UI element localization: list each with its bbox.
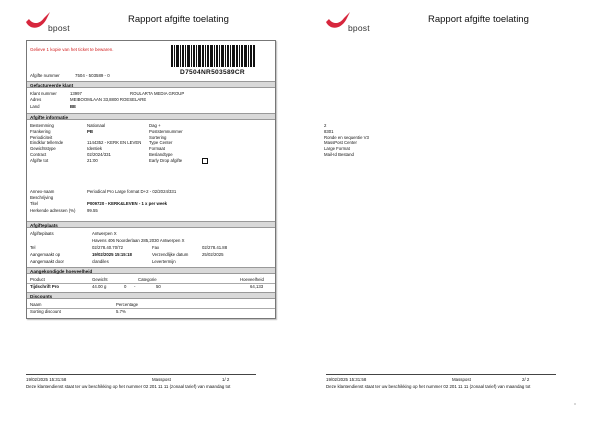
client-country-value: BE (70, 104, 76, 109)
place-tel-label: Tel (30, 245, 36, 250)
afgifte-number-label: Afgifte nummer (30, 73, 60, 78)
section-place: Afgifteplaats (27, 221, 275, 228)
col-quantity: Hoeveelheid (240, 277, 264, 282)
info-value: Nationaal (87, 123, 106, 128)
place-tel-value: 02/278.40.70/72 (92, 245, 124, 250)
client-name: ROULARTA MEDIA GROUP (130, 91, 185, 96)
discount-percentage: 5.7% (116, 309, 126, 314)
footer-rule (26, 374, 256, 375)
client-address-value: MEIBOOMLAAN 33,8800 ROESELARE (70, 97, 147, 102)
info-value: 21:00 (87, 157, 98, 163)
info-row (30, 201, 168, 207)
report-page-2 (300, 0, 600, 429)
info-row (149, 152, 354, 157)
client-number-value: 13997 (70, 91, 82, 96)
place-name (30, 231, 117, 236)
section-products: Aangekondigde hoeveelheid (27, 267, 275, 274)
page-title: Rapport afgifte toelating (428, 14, 529, 25)
info-label: Annex-naam (30, 189, 55, 194)
place-tel (30, 245, 228, 250)
footer-date: 19/02/2025 15:31:58 (26, 377, 67, 382)
client-country-label: Land (30, 104, 40, 109)
info-row (30, 140, 142, 146)
info-row (30, 146, 103, 152)
info-value: Identiek (87, 146, 103, 152)
discount-name: Sorting discount (30, 309, 61, 314)
footer-center: Masspost (152, 377, 171, 382)
info-label: Poststemnummer (149, 128, 183, 134)
products-row: Tijdschrift Pro 44.00 g 0 - 50 64,133 (30, 284, 264, 289)
footer-page-number: 2/ 2 (522, 377, 530, 382)
warning-text: Gelieve 1 kopie van het ticket te bewaren. (30, 47, 114, 52)
col-percentage: Percentage (116, 302, 138, 307)
brand-name: bpost (348, 23, 370, 33)
brand-name: bpost (48, 23, 70, 33)
info-value: PB (87, 128, 93, 134)
info-value: 8301 (324, 128, 334, 134)
client-number (30, 91, 185, 96)
section-discounts: Discounts (27, 292, 275, 299)
info-label: Titel (30, 201, 38, 207)
info-label: Contract (30, 152, 47, 157)
info-row (30, 207, 98, 213)
products-header (30, 277, 264, 282)
info-row (30, 135, 52, 140)
client-country (30, 104, 76, 109)
client-address (30, 97, 147, 102)
info-row (149, 134, 369, 140)
info-row (149, 146, 350, 152)
scroll-dot (574, 403, 576, 405)
page-title: Rapport afgifte toelating (128, 14, 229, 25)
info-label: Herkende adressen (%) (30, 207, 76, 213)
info-row (149, 128, 334, 134)
info-row (30, 157, 98, 163)
afgifte-number (30, 73, 110, 78)
info-row (149, 140, 357, 146)
place-name-value: Antwerpen X (92, 231, 117, 236)
info-label: Bestemming (30, 123, 54, 128)
place-fax-value: 02/278.41.88 (202, 245, 228, 250)
info-row (30, 195, 53, 200)
info-label: Gewichtstype (30, 146, 56, 152)
info-value: MassPost Center (324, 140, 357, 146)
footer-note: Deze klantendienst staat ter uw beschikking op het nummer 02 201 11 11 (zonaal tarief) van maandag tot (326, 384, 531, 389)
product-weight: 44.00 g (92, 284, 107, 289)
place-ship-label: Verzendlijke datum (152, 252, 189, 257)
place-fax-label: Fax (152, 245, 160, 250)
report-document (26, 40, 369, 319)
info-label: Periodiciteit (30, 134, 53, 140)
info-label: Afgifte tot (30, 157, 49, 163)
place-ship-value: 25/02/2025 (202, 252, 224, 257)
product-name: Tijdschrift Pro (30, 284, 60, 289)
info-label: Frankering (30, 128, 51, 134)
info-row (149, 158, 182, 163)
info-row (149, 123, 327, 128)
barcode-number: D7504NR503589CR (180, 69, 245, 76)
info-value: Large Format (324, 146, 350, 152)
place-creator-value: clandiles (92, 259, 109, 264)
place-created-value: 19/02/2025 15:15:18 (92, 252, 132, 257)
info-value: Ronde en sequentie V3 (324, 134, 369, 140)
bpost-logo (24, 8, 84, 34)
product-quantity: 64,133 (250, 284, 264, 289)
footer-note: Deze klantendienst staat ter uw beschikking op het nummer 02 201 11 11 (zonaal tarief) van maandag tot (26, 384, 231, 389)
info-label: Beslandtype (149, 152, 173, 157)
info-label: Type Center (149, 140, 173, 146)
product-category-to: 50 (156, 284, 161, 289)
info-label: Eindklur tellernde (30, 140, 64, 146)
info-label: Sortering (149, 134, 167, 140)
info-value: Mail-Id Bestand (324, 152, 354, 157)
client-number-label: Klant nummer (30, 91, 57, 96)
footer-rule (326, 374, 556, 375)
info-row (30, 152, 111, 157)
place-creator-label: Aangemaakt door (30, 259, 64, 264)
place-created-label: Aangemaakt op (30, 252, 61, 257)
section-info: Afgifte informatie (27, 113, 275, 120)
bpost-logo (324, 8, 384, 34)
section-client: Gefactureerde klant (27, 81, 275, 88)
col-category: Categorie (138, 277, 157, 282)
info-label: Dag + (149, 123, 161, 128)
place-delivery-label: Levertermijn (152, 259, 176, 264)
info-value: 02/2024/331 (87, 152, 111, 157)
info-label: Early Drop afgifte (149, 157, 183, 163)
col-weight: Gewicht (92, 277, 108, 282)
place-created (30, 252, 224, 257)
info-row (30, 189, 177, 194)
barcode-icon (171, 45, 255, 67)
place-name-label: Afgifteplaats (30, 231, 54, 236)
divider (27, 283, 275, 284)
client-address-label: Adres (30, 97, 42, 102)
info-value: 2 (324, 123, 327, 128)
info-value: 1144352 - KERK EN LEVEN (87, 140, 142, 146)
discounts-row (30, 309, 126, 314)
info-row (30, 123, 106, 128)
col-product: Product (30, 277, 45, 282)
place-address-value: Havens 406 Noorderlaan 285,2030 Antwerpen X (92, 238, 185, 243)
info-value: P009720 - KERK&LEVEN - 1 x per week (87, 201, 168, 207)
footer-date: 19/02/2025 15:31:58 (326, 377, 367, 382)
discounts-header (30, 302, 138, 307)
info-value: 99.55 (87, 207, 98, 213)
info-row (30, 128, 93, 134)
afgifte-number-value: 7504 - 503589 - 0 (75, 73, 110, 78)
info-label: Formaat (149, 146, 165, 152)
col-name: Naam (30, 302, 42, 307)
info-label: Beschrijving (30, 195, 54, 201)
info-value: Periodical Pro Large format D+2 - 02/2024/331 (87, 189, 177, 194)
divider (27, 308, 275, 309)
early-drop-checkbox[interactable] (202, 158, 208, 164)
footer-center: Masspost (452, 377, 471, 382)
place-creator (30, 259, 176, 264)
product-category-from: 0 (124, 284, 127, 289)
footer-page-number: 1/ 2 (222, 377, 230, 382)
